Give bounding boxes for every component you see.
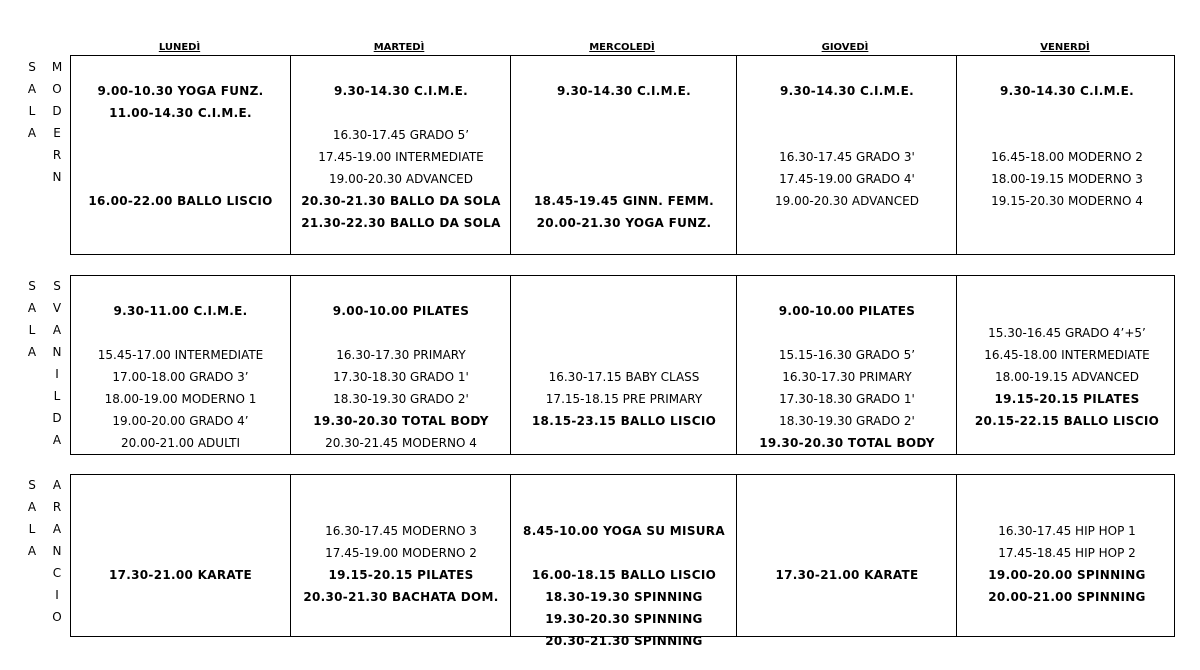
class-entry: 19.15-20.15 PILATES: [994, 392, 1140, 406]
schedule-cell: [71, 475, 290, 636]
hall-name-letter: M: [51, 60, 63, 74]
schedule-cell: [290, 56, 511, 254]
class-entry: 15.45-17.00 INTERMEDIATE: [97, 348, 264, 362]
class-entry: 17.45-18.45 HIP HOP 2: [998, 546, 1136, 560]
class-entry: 18.15-23.15 BALLO LISCIO: [531, 414, 717, 428]
class-entry: 19.15-20.15 PILATES: [328, 568, 474, 582]
class-entry: 16.45-18.00 MODERNO 2: [991, 150, 1143, 164]
hall-name-letter: A: [52, 522, 62, 536]
class-entry: 9.30-14.30 C.I.M.E.: [556, 84, 692, 98]
class-entry: 9.30-14.30 C.I.M.E.: [333, 84, 469, 98]
class-entry: 17.30-18.30 GRADO 1': [779, 392, 915, 406]
class-entry: 19.00-20.30 ADVANCED: [329, 172, 473, 186]
hall-name-letter: C: [52, 566, 62, 580]
hall-name-letter: V: [52, 301, 62, 315]
class-entry: 20.30-21.30 SPINNING: [545, 634, 703, 648]
class-entry: 17.45-19.00 MODERNO 2: [325, 546, 477, 560]
hall-name-letter: N: [52, 345, 62, 359]
class-entry: 19.30-20.30 TOTAL BODY: [313, 414, 489, 428]
schedule-cell: [71, 56, 290, 254]
class-entry: 9.00-10.00 PILATES: [778, 304, 916, 318]
schedule-cell: [71, 276, 290, 454]
hall-name-letter: A: [52, 433, 62, 447]
class-entry: 9.00-10.30 YOGA FUNZ.: [97, 84, 264, 98]
hall-name-letter: R: [52, 148, 62, 162]
class-entry: 11.00-14.30 C.I.M.E.: [109, 106, 252, 120]
hall-name-letter: D: [52, 411, 62, 425]
class-entry: 17.30-21.00 KARATE: [108, 568, 253, 582]
hall-label-letter: A: [27, 500, 37, 514]
day-header-3: GIOVEDÌ: [821, 42, 869, 53]
hall-name-letter: O: [52, 82, 62, 96]
hall-label-letter: L: [28, 323, 36, 337]
hall-label-letter: L: [28, 104, 36, 118]
class-entry: 18.30-19.30 SPINNING: [545, 590, 703, 604]
hall-label-letter: S: [28, 478, 36, 492]
class-entry: 15.15-16.30 GRADO 5’: [778, 348, 916, 362]
class-entry: 16.30-17.45 GRADO 3': [779, 150, 915, 164]
hall-schedule-box: [70, 275, 1175, 455]
class-entry: 19.30-20.30 TOTAL BODY: [759, 436, 935, 450]
schedule-cell: [956, 475, 1177, 636]
hall-schedule-box: [70, 474, 1175, 648]
hall-name-letter: I: [55, 367, 59, 381]
schedule-cell: [290, 276, 511, 454]
class-entry: 9.00-10.00 PILATES: [332, 304, 470, 318]
class-entry: 20.00-21.00 ADULTI: [121, 436, 240, 450]
class-entry: 17.45-19.00 GRADO 4': [779, 172, 915, 186]
class-entry: 9.30-14.30 C.I.M.E.: [779, 84, 915, 98]
class-entry: 18.45-19.45 GINN. FEMM.: [534, 194, 714, 208]
schedule-cell: [736, 475, 957, 636]
class-entry: 16.30-17.15 BABY CLASS: [548, 370, 700, 384]
hall-name-letter: S: [53, 279, 61, 293]
class-entry: 19.30-20.30 SPINNING: [545, 612, 703, 626]
class-entry: 18.00-19.15 ADVANCED: [995, 370, 1139, 384]
class-entry: 19.00-20.30 ADVANCED: [775, 194, 919, 208]
hall-name-letter: D: [52, 104, 62, 118]
schedule-cell: [510, 276, 737, 454]
class-entry: 16.30-17.45 GRADO 5’: [332, 128, 470, 142]
class-entry: 16.45-18.00 INTERMEDIATE: [984, 348, 1150, 362]
hall-label-letter: A: [27, 345, 37, 359]
hall-name-letter: I: [55, 588, 59, 602]
hall-label-letter: L: [28, 522, 36, 536]
class-entry: 15.30-16.45 GRADO 4’+5’: [988, 326, 1146, 340]
class-entry: 16.30-17.45 MODERNO 3: [325, 524, 477, 538]
class-entry: 16.00-18.15 BALLO LISCIO: [531, 568, 717, 582]
class-entry: 20.30-21.30 BALLO DA SOLA: [301, 194, 501, 208]
hall-schedule-box: [70, 55, 1175, 255]
class-entry: 18.30-19.30 GRADO 2': [333, 392, 469, 406]
hall-name-letter: E: [53, 126, 61, 140]
class-entry: 19.15-20.30 MODERNO 4: [991, 194, 1143, 208]
hall-name-letter: A: [52, 478, 62, 492]
class-entry: 19.00-20.00 GRADO 4’: [112, 414, 249, 428]
hall-label-letter: A: [27, 544, 37, 558]
hall-name-letter: R: [52, 500, 62, 514]
class-entry: 17.30-21.00 KARATE: [775, 568, 919, 582]
day-header-4: VENERDÌ: [1040, 42, 1090, 53]
class-entry: 16.30-17.30 PRIMARY: [782, 370, 912, 384]
class-entry: 18.00-19.15 MODERNO 3: [991, 172, 1143, 186]
hall-label-letter: S: [28, 279, 36, 293]
hall-label-letter: A: [27, 301, 37, 315]
class-entry: 19.00-20.00 SPINNING: [988, 568, 1146, 582]
hall-label-letter: S: [28, 60, 36, 74]
hall-name-letter: O: [52, 610, 62, 624]
hall-name-letter: L: [53, 389, 61, 403]
day-header-0: LUNEDÌ: [158, 42, 201, 53]
day-header-2: MERCOLEDÌ: [589, 42, 655, 53]
class-entry: 18.00-19.00 MODERNO 1: [104, 392, 257, 406]
class-entry: 17.30-18.30 GRADO 1': [333, 370, 469, 384]
class-entry: 9.30-11.00 C.I.M.E.: [113, 304, 248, 318]
schedule-cell: [736, 56, 957, 254]
class-entry: 16.00-22.00 BALLO LISCIO: [88, 194, 273, 208]
schedule-cell: [956, 56, 1177, 254]
class-entry: 17.15-18.15 PRE PRIMARY: [545, 392, 703, 406]
class-entry: 20.30-21.45 MODERNO 4: [325, 436, 477, 450]
class-entry: 20.00-21.00 SPINNING: [988, 590, 1146, 604]
class-entry: 17.00-18.00 GRADO 3’: [112, 370, 249, 384]
schedule-cell: [510, 56, 737, 254]
class-entry: 8.45-10.00 YOGA SU MISURA: [523, 524, 725, 538]
hall-name-letter: A: [52, 323, 62, 337]
class-entry: 16.30-17.45 HIP HOP 1: [998, 524, 1136, 538]
class-entry: 16.30-17.30 PRIMARY: [336, 348, 466, 362]
class-entry: 18.30-19.30 GRADO 2': [779, 414, 915, 428]
day-header-1: MARTEDÌ: [373, 42, 425, 53]
class-entry: 20.30-21.30 BACHATA DOM.: [303, 590, 499, 604]
class-entry: 9.30-14.30 C.I.M.E.: [999, 84, 1135, 98]
schedule-cell: [736, 276, 957, 454]
hall-name-letter: N: [52, 544, 62, 558]
schedule-cell: [956, 276, 1177, 454]
class-entry: 20.15-22.15 BALLO LISCIO: [974, 414, 1160, 428]
class-entry: 20.00-21.30 YOGA FUNZ.: [536, 216, 712, 230]
class-entry: 21.30-22.30 BALLO DA SOLA: [301, 216, 501, 230]
hall-label-letter: A: [27, 126, 37, 140]
schedule-cell: [290, 475, 511, 636]
hall-label-letter: A: [27, 82, 37, 96]
schedule-cell: [510, 475, 737, 648]
hall-name-letter: N: [52, 170, 62, 184]
class-entry: 17.45-19.00 INTERMEDIATE: [318, 150, 484, 164]
